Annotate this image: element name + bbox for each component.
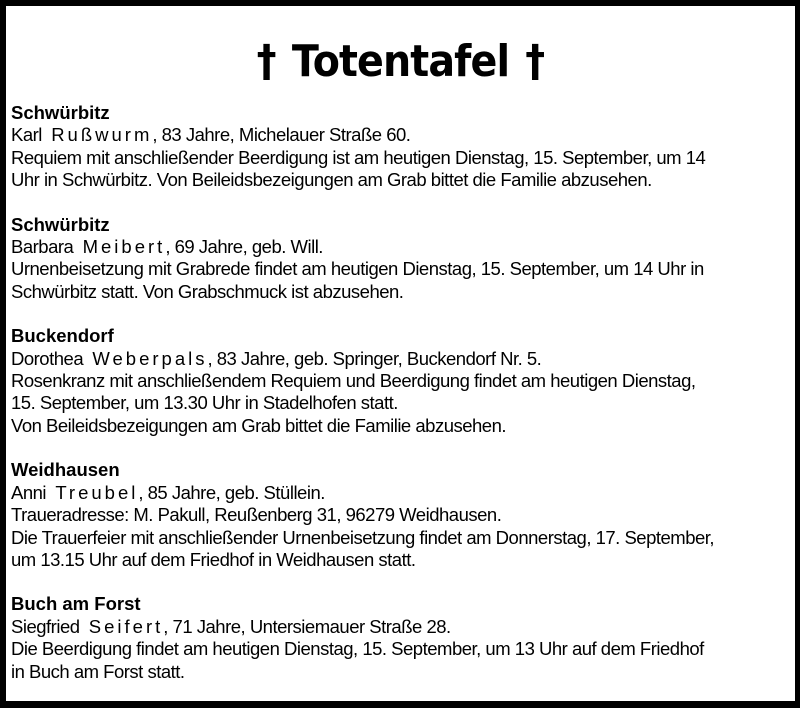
obituary-entry: [11, 593, 795, 683]
first-name: Barbara: [11, 236, 74, 258]
obituary-entry: [11, 214, 795, 304]
page-title: [45, 36, 755, 88]
place-heading: Schwürbitz: [11, 102, 110, 123]
text-line: Die Trauerfeier mit anschließender Urnenbeisetzung findet am Donnerstag, 17. September,: [11, 526, 715, 548]
first-name: Dorothea: [11, 347, 84, 369]
place-heading: Schwürbitz: [11, 213, 110, 235]
obituary-list: [11, 102, 795, 705]
surname: Seifert: [88, 615, 164, 637]
text-line: Requiem mit anschließender Beerdigung ist am heutigen Dienstag, 15. September, um 14: [11, 146, 706, 168]
surname: Weberpals: [92, 347, 208, 369]
first-name: Anni: [11, 481, 47, 503]
surname: Treubel: [55, 481, 139, 503]
title-text: Totentafel: [291, 36, 510, 87]
text-line: Von Beileidsbezeigungen am Grab bittet die Familie abzusehen.: [11, 414, 507, 436]
obituary-entry: [11, 102, 795, 192]
obituary-entry: [11, 325, 795, 437]
place-heading: Buckendorf: [11, 325, 114, 347]
text-line: Die Beerdigung findet am heutigen Dienstag, 15. September, um 13 Uhr auf dem Friedhof: [11, 638, 704, 660]
name-line: [11, 616, 795, 638]
details: , 83 Jahre, geb. Springer, Buckendorf Nr. 5.: [207, 347, 542, 369]
details: , 85 Jahre, geb. Stüllein.: [138, 481, 325, 503]
text-line: Schwürbitz statt. Von Grabschmuck ist abzusehen.: [11, 280, 404, 302]
first-name: Siegfried: [11, 615, 80, 637]
place-heading: Buch am Forst: [11, 593, 141, 615]
text-line: Traueradresse: M. Pakull, Reußenberg 31, 96279 Weidhausen.: [11, 504, 502, 526]
first-name: Karl: [11, 124, 42, 146]
text-line: Urnenbeisetzung mit Grabrede findet am heutigen Dienstag, 15. September, um 14 Uhr in: [11, 258, 704, 280]
name-line: [11, 348, 795, 370]
text-line: 15. September, um 13.30 Uhr in Stadelhofen statt.: [11, 392, 398, 414]
details: , 71 Jahre, Untersiemauer Straße 28.: [163, 615, 451, 637]
name-line: [11, 482, 795, 504]
place-heading: Weidhausen: [11, 459, 120, 481]
name-line: [11, 124, 795, 146]
text-line: Uhr in Schwürbitz. Von Beileidsbezeigungen am Grab bittet die Familie abzusehen.: [11, 169, 652, 191]
details: , 69 Jahre, geb. Will.: [165, 236, 323, 258]
cross-icon: †: [256, 36, 276, 87]
obituary-entry: [11, 459, 795, 571]
text-line: in Buch am Forst statt.: [11, 660, 185, 682]
surname: Meibert: [82, 236, 166, 258]
surname: Rußwurm: [51, 124, 153, 146]
details: , 83 Jahre, Michelauer Straße 60.: [152, 124, 411, 146]
cross-icon: †: [525, 36, 545, 87]
name-line: [11, 236, 795, 258]
text-line: Rosenkranz mit anschließendem Requiem und Beerdigung findet am heutigen Dienstag,: [11, 370, 696, 392]
text-line: um 13.15 Uhr auf dem Friedhof in Weidhausen statt.: [11, 548, 416, 570]
obituary-panel: [6, 6, 795, 701]
